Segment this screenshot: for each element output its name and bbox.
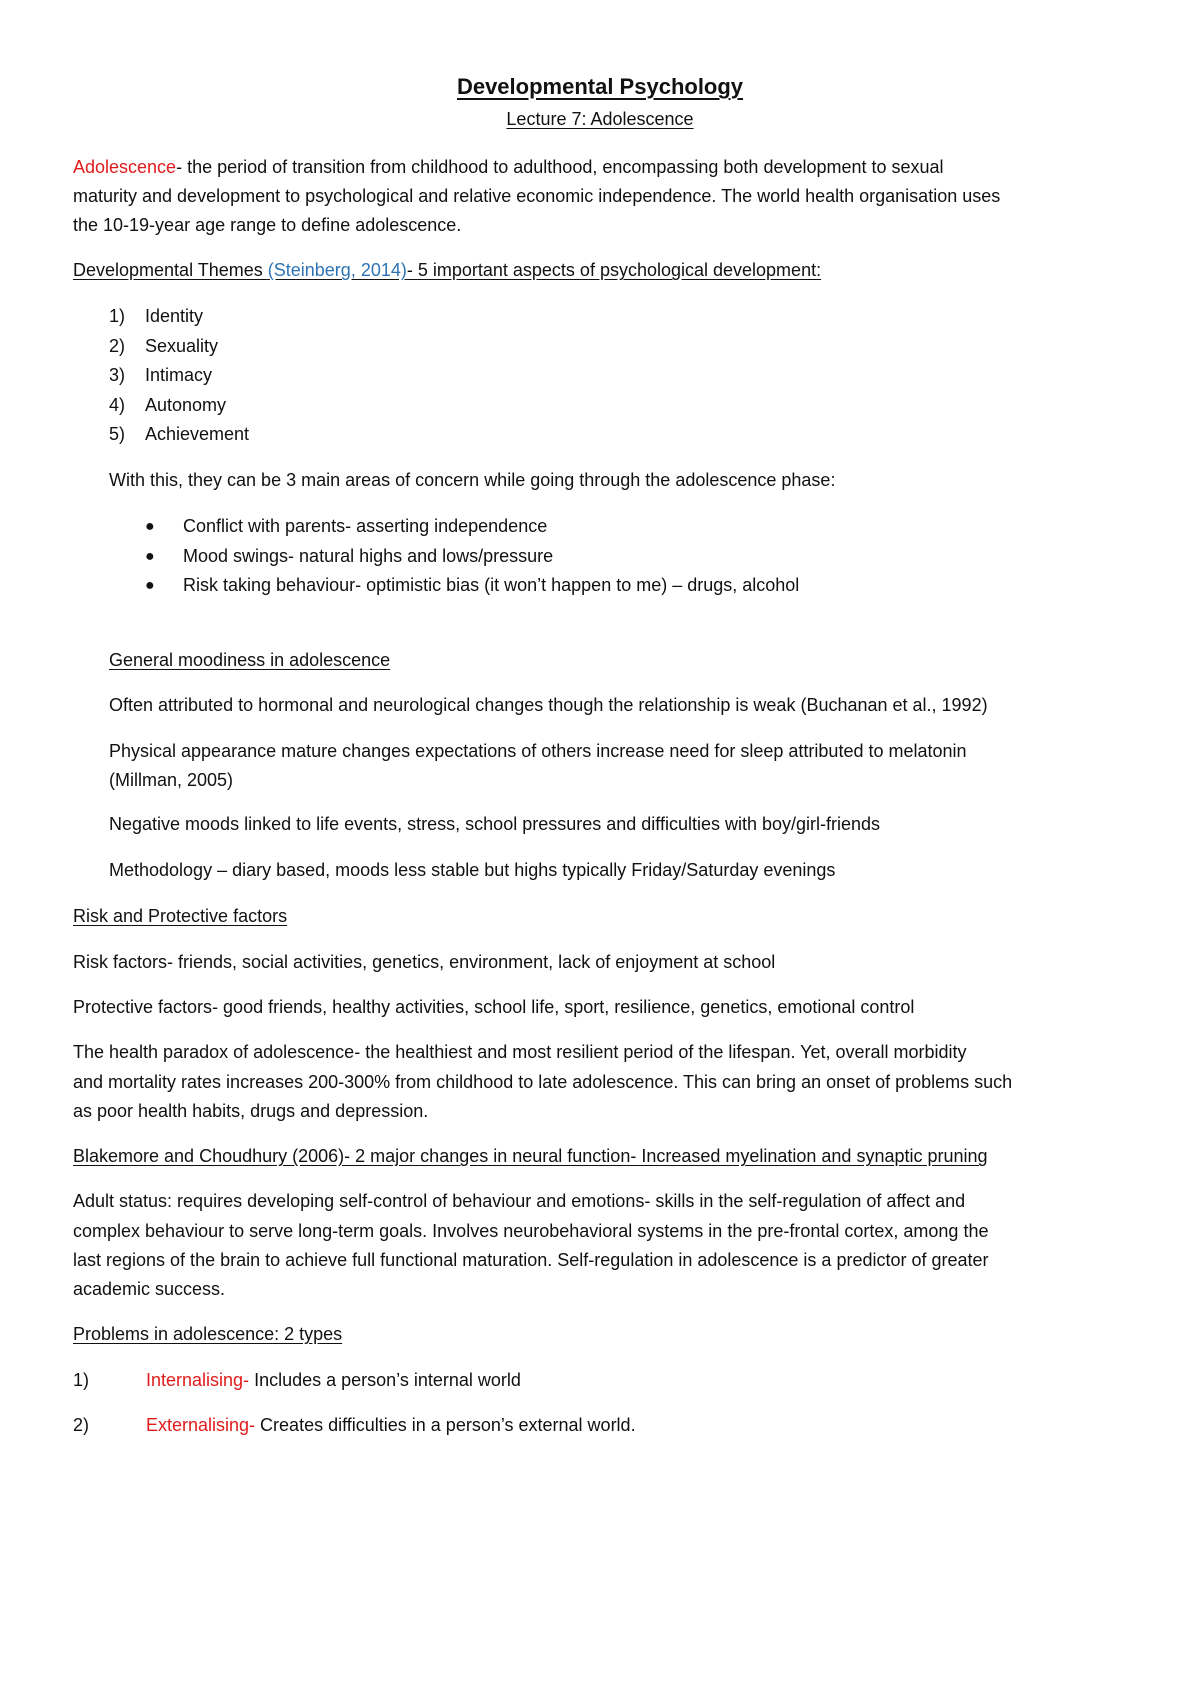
bullet-icon: ● [145, 577, 155, 594]
protective-factors: Protective factors- good friends, healthy activities, school life, sport, resilience, genetics, emotional control [73, 997, 915, 1017]
concerns-intro: With this, they can be 3 main areas of concern while going through the adolescence phase: [109, 470, 836, 490]
bullet-icon: ● [145, 518, 155, 535]
paradox-line: The health paradox of adolescence- the healthiest and most resilient period of the lifespan. Yet, overall morbidity [73, 1042, 967, 1062]
moodiness-paragraph: Physical appearance mature changes expectations of others increase need for sleep attributed to melatonin [109, 741, 967, 761]
page-subtitle: Lecture 7: Adolescence [506, 109, 694, 129]
blakemore-line: last regions of the brain to achieve full functional maturation. Self-regulation in adolescence is a predictor of greater [73, 1250, 989, 1270]
blakemore-line: Adult status: requires developing self-control of behaviour and emotions- skills in the self-regulation of affect and [73, 1191, 966, 1211]
definition-term: Adolescence [73, 157, 177, 177]
document-page: Developmental Psychology Lecture 7: Adolescence Adolescence- the period of transition from childhood to adulthood, encompassing both development to sexual maturity and development to psychological and relative economic independence. The world health organisation uses the 10-19-year age range to define adolescence. Developmental Themes (Steinberg, 2014)- 5 important aspects of psychological development: 1) Identity 2) Sexuality 3) Intimacy 4) Autonomy 5) Achievement With this, they can be 3 main areas of concern while going through the adolescence phase: ● Conflict with parents- asserting independence ● Mood swings- natural highs and lows/pressure ● Risk taking behaviour- optimistic bias (it won’t happen to me) – drugs, alcohol General moodiness in adolescence Often attributed to hormonal and neurological changes though the relationship is weak (Buchanan et al., 1992) Physical appearance mature changes expectations of others increase need for sleep attributed to melatonin (Millman, 2005) Negative moods linked to life events, stress, school pressures and difficulties with boy/girl-friends Methodology – diary based, moods less stable but highs typically Friday/Saturday evenings Risk and Protective factors Risk factors- friends, social activities, genetics, environment, lack of enjoyment at school Protective factors- good friends, healthy activities, school life, sport, resilience, genetics, emotional control The health paradox of adolescence- the healthiest and most resilient period of the lifespan. Yet, overall morbidity and mortality rates increases 200-300% from childhood to late adolescence. This can bring an onset of problems such as poor health habits, drugs and depression. Blakemore and Choudhury (2006)- 2 major changes in neural function- Increased myelination and synaptic pruning Adult status: requires developing self-control of behaviour and emotions- skills in the self-regulation of affect and complex behaviour to serve long-term goals. Involves neurobehavioral systems in the pre-frontal cortex, among the last regions of the brain to achieve full functional maturation. Self-regulation in adolescence is a predictor of greater academic success. Problems in adolescence: 2 types 1) Internalising- Includes a person’s internal world 2) Externalising- Creates difficulties in a person’s external world. [0, 0, 1200, 1698]
themes-heading: Developmental Themes (Steinberg, 2014)- 5 important aspects of psychological development: [73, 260, 822, 280]
blakemore-line: complex behaviour to serve long-term goals. Involves neurobehavioral systems in the pre-frontal cortex, among the [73, 1221, 989, 1241]
problems-heading: Problems in adolescence: 2 types [73, 1324, 343, 1344]
paradox-line: as poor health habits, drugs and depression. [73, 1101, 429, 1121]
paradox-line: and mortality rates increases 200-300% from childhood to late adolescence. This can bring an onset of problems such [73, 1072, 1013, 1092]
moodiness-paragraph: Negative moods linked to life events, stress, school pressures and difficulties with boy/girl-friends [109, 814, 881, 834]
moodiness-heading: General moodiness in adolescence [109, 650, 391, 670]
problem-term: Externalising- [146, 1415, 256, 1435]
risk-factors: Risk factors- friends, social activities, genetics, environment, lack of enjoyment at school [73, 952, 776, 972]
definition-line: Adolescence- the period of transition from childhood to adulthood, encompassing both development to sexual [73, 157, 944, 177]
bullet-icon: ● [145, 547, 155, 565]
definition-line: the 10-19-year age range to define adolescence. [73, 215, 462, 235]
moodiness-paragraph: Often attributed to hormonal and neurological changes though the relationship is weak (Buchanan et al., 1992) [109, 695, 988, 715]
blakemore-line: academic success. [73, 1279, 226, 1299]
moodiness-paragraph: (Millman, 2005) [109, 770, 234, 790]
page-title: Developmental Psychology [456, 74, 744, 99]
citation-link[interactable]: (Steinberg, 2014) [267, 260, 407, 280]
moodiness-paragraph: Methodology – diary based, moods less stable but highs typically Friday/Saturday evenings [109, 860, 836, 880]
problem-term: Internalising- [146, 1370, 250, 1390]
definition-line: maturity and development to psychological and relative economic independence. The world health organisation uses [73, 186, 1001, 206]
risk-heading: Risk and Protective factors [73, 906, 288, 926]
blakemore-heading: Blakemore and Choudhury (2006)- 2 major changes in neural function- Increased myelination and synaptic pruning [73, 1146, 988, 1166]
